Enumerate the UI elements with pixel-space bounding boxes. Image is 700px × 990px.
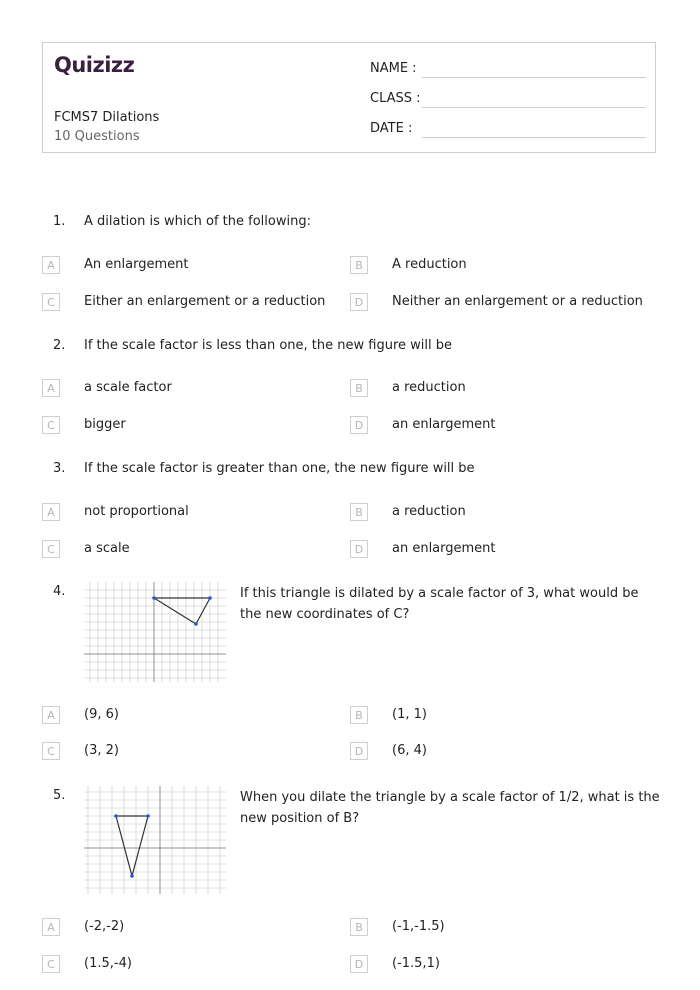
- option-letter: B: [350, 256, 368, 274]
- class-label: CLASS :: [370, 91, 421, 106]
- question-text: A dilation is which of the following:: [84, 214, 311, 229]
- option-letter: D: [350, 293, 368, 311]
- question-number: 2.: [53, 338, 66, 353]
- question-text: If the scale factor is greater than one, the new figure will be: [84, 461, 475, 476]
- option-text: a scale factor: [84, 380, 172, 395]
- option-letter: B: [350, 706, 368, 724]
- name-label: NAME :: [370, 61, 417, 76]
- option-letter: B: [350, 379, 368, 397]
- name-line: [422, 77, 646, 78]
- option-text: Neither an enlargement or a reduction: [392, 294, 643, 309]
- option-letter: B: [350, 918, 368, 936]
- question-text: If the scale factor is less than one, the new figure will be: [84, 338, 452, 353]
- option-text: (-2,-2): [84, 919, 125, 934]
- name-field: [370, 61, 417, 76]
- option-text: not proportional: [84, 504, 189, 519]
- worksheet-header: [42, 42, 656, 153]
- question-number: 5.: [53, 788, 66, 803]
- option-letter: A: [42, 918, 60, 936]
- class-field: [370, 91, 421, 106]
- worksheet-title: FCMS7 Dilations: [54, 110, 160, 125]
- question-number: 4.: [53, 584, 66, 599]
- option-letter: C: [42, 955, 60, 973]
- option-letter: A: [42, 503, 60, 521]
- date-line: [422, 137, 646, 138]
- question-text: If this triangle is dilated by a scale factor of 3, what would be the new coordinates of C?: [240, 586, 639, 622]
- option-letter: D: [350, 955, 368, 973]
- option-text: An enlargement: [84, 257, 189, 272]
- option-text: (9, 6): [84, 707, 119, 722]
- option-text: an enlargement: [392, 417, 496, 432]
- option-text: a reduction: [392, 380, 466, 395]
- option-text: Either an enlargement or a reduction: [84, 294, 326, 309]
- option-letter: D: [350, 742, 368, 760]
- option-letter: C: [42, 293, 60, 311]
- option-text: bigger: [84, 417, 126, 432]
- option-text: (-1.5,1): [392, 956, 440, 971]
- q5-triangle-graph: [84, 786, 226, 894]
- option-letter: C: [42, 742, 60, 760]
- option-text: (-1,-1.5): [392, 919, 445, 934]
- date-field: [370, 121, 412, 136]
- class-line: [422, 107, 646, 108]
- option-text: (3, 2): [84, 743, 119, 758]
- option-text: (1.5,-4): [84, 956, 132, 971]
- option-letter: D: [350, 540, 368, 558]
- option-letter: A: [42, 706, 60, 724]
- question-count: 10 Questions: [54, 129, 140, 144]
- question-number: 3.: [53, 461, 66, 476]
- option-letter: A: [42, 256, 60, 274]
- option-letter: A: [42, 379, 60, 397]
- question-number: 1.: [53, 214, 66, 229]
- option-letter: B: [350, 503, 368, 521]
- option-text: a scale: [84, 541, 130, 556]
- option-text: (1, 1): [392, 707, 427, 722]
- option-text: an enlargement: [392, 541, 496, 556]
- option-letter: D: [350, 416, 368, 434]
- q4-triangle-graph: [84, 582, 226, 682]
- option-text: (6, 4): [392, 743, 427, 758]
- option-letter: C: [42, 416, 60, 434]
- option-text: A reduction: [392, 257, 467, 272]
- quizizz-logo: Quizizz: [54, 53, 135, 77]
- question-text: When you dilate the triangle by a scale factor of 1/2, what is the new position of B?: [240, 790, 660, 826]
- date-label: DATE :: [370, 121, 413, 136]
- option-letter: C: [42, 540, 60, 558]
- option-text: a reduction: [392, 504, 466, 519]
